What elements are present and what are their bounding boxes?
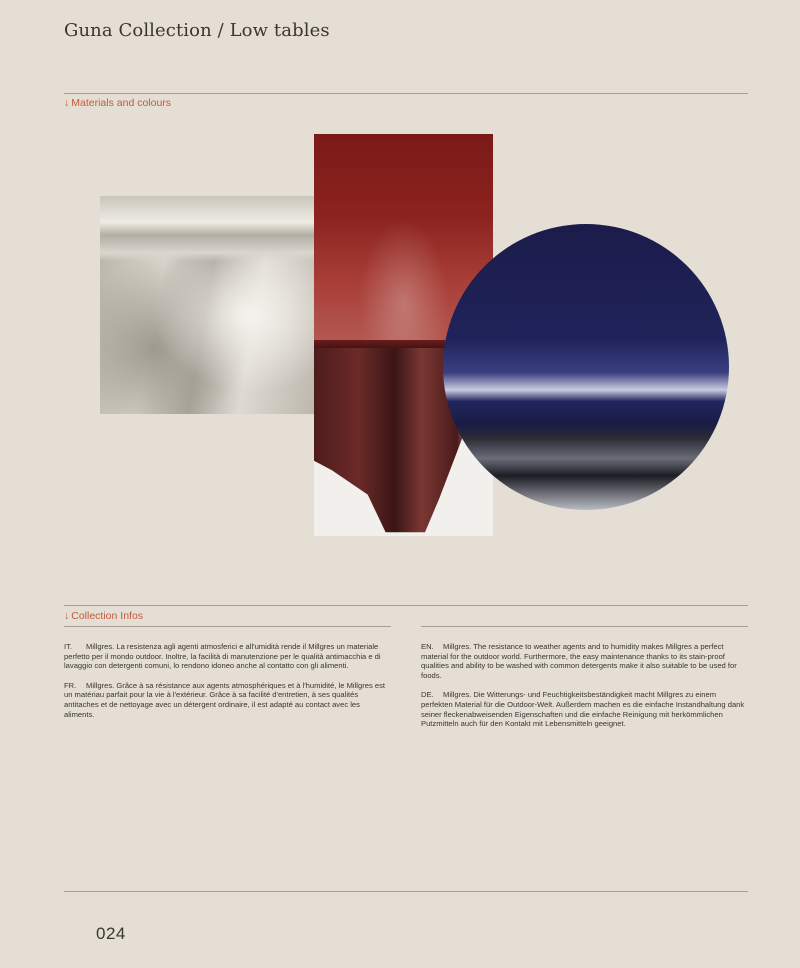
arrow-down-icon: ↓: [64, 97, 70, 109]
collection-section-label: [64, 610, 143, 622]
glass-material-image: [100, 196, 314, 414]
materials-section-label: [64, 97, 171, 109]
paragraph-de: DE. Millgres. Die Witterungs- und Feuchtigkeitsbeständigkeit macht Millgres zu einem perfekten Material für die Outdoor-Welt. Außerdem machen es die einfache Instandhaltung dank seiner fleckenabweisenden Eigenschaften und die einfache Reinigung mit herkömmlichen Putzmitteln auch für den Kontakt mit Lebensmitteln geeignet.: [421, 690, 745, 729]
paragraph-it: IT. Millgres. La resistenza agli agenti atmosferici e all'umidità rende il Millgres un materiale perfetto per il mondo outdoor. Inoltre, la facilità di manutenzione per le qualità antimacchia e di lavaggio con detergenti comuni, lo rendono idoneo anche al contatto con gli alimenti.: [64, 642, 381, 671]
left-column-divider: [64, 626, 391, 627]
arrow-down-icon: ↓: [64, 610, 70, 622]
paragraph-en: EN. Millgres. The resistance to weather agents and to humidity makes Millgres a perfect material for the outdoor world. Furthermore, the easy maintenance thanks to its stain-proof qualities and ability to be washed with common detergents make it also suitable to be used for foods.: [421, 642, 737, 680]
page-number: 024: [96, 924, 126, 943]
right-text-column: [421, 642, 747, 739]
blue-lacquer-material-image: [443, 224, 729, 510]
footer-divider: [64, 891, 748, 892]
paragraph-fr: FR. Millgres. Grâce à sa résistance aux agents atmosphériques et à l'humidité, le Millgres est un matériau parfait pour la vie à l'extérieur. Grâce à sa facilité d'entretien, à ses qualités antitaches et de nettoyage avec un détergent ordinaire, il est adapté au contact avec les aliments.: [64, 680, 386, 719]
left-text-column: [64, 642, 390, 729]
collection-label-text: Collection Infos: [71, 610, 144, 622]
collection-top-divider: [64, 605, 748, 606]
right-column-divider: [421, 626, 748, 627]
materials-label-text: Materials and colours: [71, 97, 172, 109]
header-divider: [64, 93, 748, 94]
page-title: Guna Collection / Low tables: [64, 20, 330, 41]
